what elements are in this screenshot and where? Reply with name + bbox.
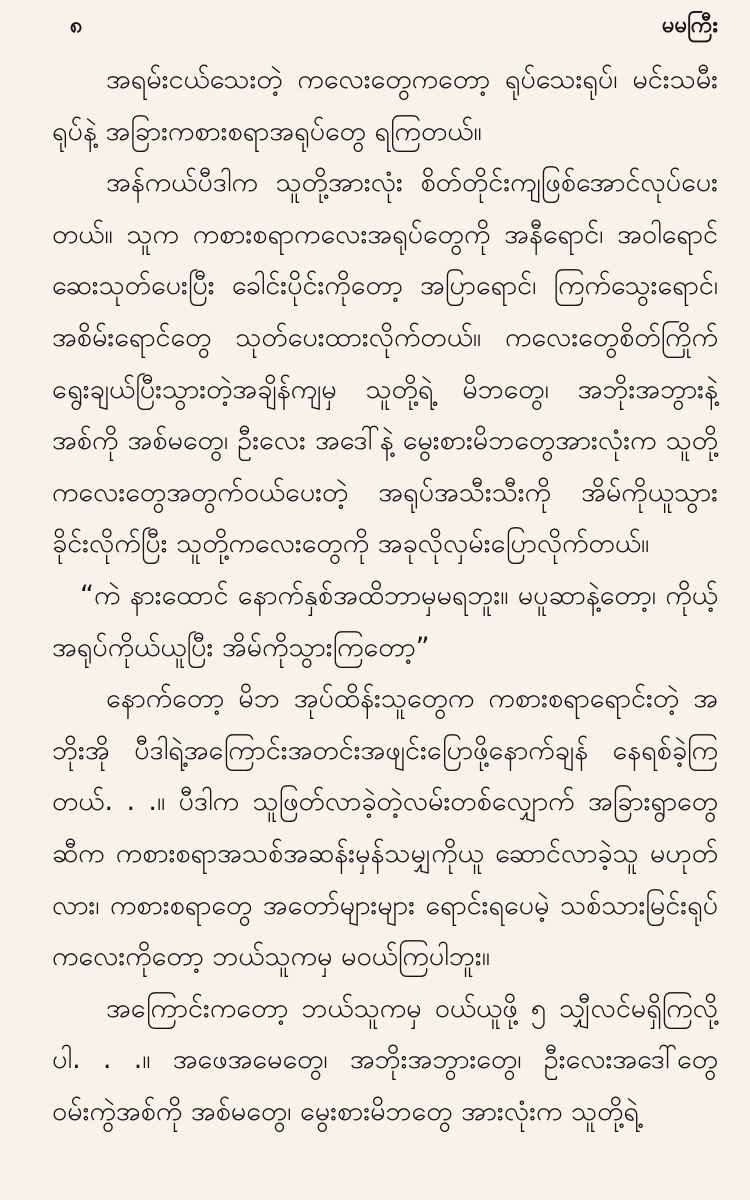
- paragraph-4: အကြောင်းကတော့ ဘယ်သူကမှ ဝယ်ယူဖို့ ၅ သျှီလင်မရှိကြလို့ပါ. . .။ အဖေအမေတွေ၊ အဘိုးအဘွားတွေ၊ ဦးလေးအဒေါ်တွေ ဝမ်းကွဲအစ်ကို အစ်မတွေ၊ မွေးစားမိဘတွေ အားလုံးက သူတို့ရဲ့: [52, 992, 718, 1127]
- running-header: [52, 10, 718, 54]
- book-title: မမကြီး: [662, 13, 718, 38]
- body-text: [52, 54, 718, 1137]
- quoted-speech: “ကဲ နားထောင် နောက်နှစ်အထိဘာမှမရဘူး။ မပူဆာနဲ့တော့၊ ကိုယ့်အရုပ်ကိုယ်ယူပြီး အိမ်ကိုသွားကြတော့”: [52, 579, 718, 663]
- page-number: ၈: [70, 13, 83, 38]
- paragraph-1: အရမ်းငယ်သေးတဲ့ ကလေးတွေကတော့ ရုပ်သေးရုပ်၊ မင်းသမီးရုပ်နဲ့ အခြားကစားစရာအရုပ်တွေ ရကြတယ်။: [52, 64, 718, 147]
- paragraph-3: နောက်တော့ မိဘ အုပ်ထိန်းသူတွေက ကစားစရာရောင်းတဲ့ အဘိုးအို ပီဒါရဲ့အကြောင်းအတင်းအဖျင်းပြောဖို့နောက်ချန် နေရစ်ခဲ့ကြတယ်. . .။ ပီဒါက သူဖြတ်လာခဲ့တဲ့လမ်းတစ်လျှောက် အခြားရွာတွေဆီက ကစားစရာအသစ်အဆန်းမှန်သမျှကိုယူ ဆောင်လာခဲ့သူ မဟုတ်လား၊ ကစားစရာတွေ အတော်များများ ရောင်းရပေမဲ့ သစ်သားမြင်းရုပ်ကလေးကိုတော့ ဘယ်သူကမှ မဝယ်ကြပါဘူး။: [52, 683, 718, 973]
- paragraph-2: အန်ကယ်ပီဒါက သူတို့အားလုံး စိတ်တိုင်းကျဖြစ်အောင်လုပ်ပေးတယ်။ သူက ကစားစရာကလေးအရုပ်တွေကို အနီရောင်၊ အဝါရောင်ဆေးသုတ်ပေးပြီး ခေါင်းပိုင်းကိုတော့ အပြာရောင်၊ ကြက်သွေးရောင်၊ အစိမ်းရောင်တွေ သုတ်ပေးထားလိုက်တယ်။ ကလေးတွေစိတ်ကြိုက်ရွေးချယ်ပြီးသွားတဲ့အချိန်ကျမှ သူတို့ရဲ့ မိဘတွေ၊ အဘိုးအဘွားနဲ့ အစ်ကို အစ်မတွေ၊ ဦးလေး အဒေါ်နဲ့ မွေးစားမိဘတွေအားလုံးက သူတို့ကလေးတွေအတွက်ဝယ်ပေးတဲ့ အရုပ်အသီးသီးကို အိမ်ကိုယူသွားခိုင်းလိုက်ပြီး သူတို့ကလေးတွေကို အခုလိုလှမ်းပြောလိုက်တယ်။: [52, 167, 718, 560]
